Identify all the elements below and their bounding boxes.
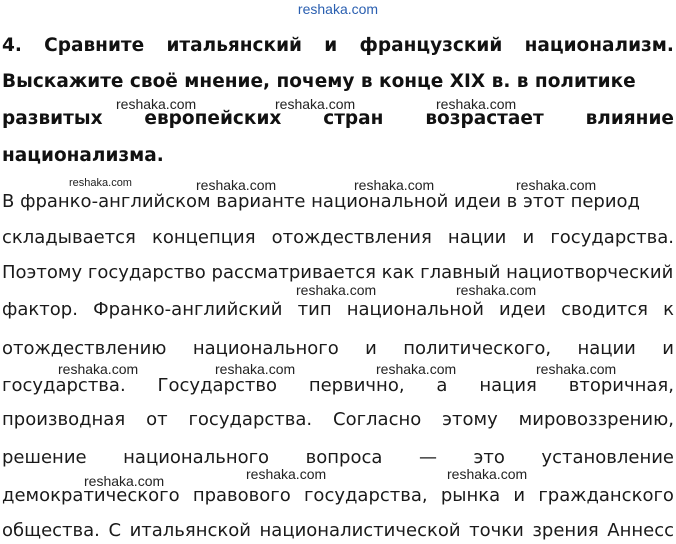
word: к [663,299,674,320]
word: национального [123,447,270,468]
word: тип [297,299,332,320]
word: и [662,338,674,359]
word: государства. [188,409,313,430]
watermark: reshaka.com [196,177,277,193]
word: влияние [585,108,674,129]
word: национального [192,338,339,359]
watermark: reshaka.com [536,361,617,377]
watermark: reshaka.com [447,466,528,482]
word: установление [541,447,674,468]
word: идеи [499,299,546,320]
word: сводится [561,299,648,320]
word: 4. [2,35,22,56]
word: Выскажите своё мнение, почему в конце XIX в. в политике [2,71,636,92]
word: Аннесс [607,520,674,541]
word: Поэтому государство рассматривается как главный нациотворческий [2,262,674,283]
word: и [365,338,377,359]
word: это [473,447,505,468]
watermark: reshaka.com [436,96,517,112]
answer-line [2,227,674,249]
word: нации [577,338,636,359]
word: концепция [152,227,256,248]
answer-line [2,191,674,213]
word: складывается [2,227,136,248]
word: общества. [2,520,100,541]
answer-line [2,409,674,431]
watermark: reshaka.com [275,96,356,112]
answer-line [2,375,674,397]
word: европейских [144,108,282,129]
word: точки [469,520,524,541]
word: политического, [403,338,552,359]
word: нации [447,227,507,248]
task-line [2,35,674,57]
word: правового [192,485,291,506]
watermark: reshaka.com [246,466,327,482]
word: отождествления [271,227,432,248]
word: — [418,447,437,468]
word: возрастает [425,108,544,129]
word: итальянский [166,35,302,56]
word: этому [442,409,498,430]
word: Государство [157,375,277,396]
task-line [2,145,674,167]
watermark: reshaka.com [354,177,435,193]
answer-line [2,262,674,284]
word: демократического [2,485,180,506]
answer-line [2,520,674,542]
word: отождествлению [2,338,167,359]
word: националистической [259,520,461,541]
word: развитых [2,108,103,129]
word: вопроса [305,447,383,468]
word: и [513,485,526,506]
word: и [324,35,338,56]
watermark: reshaka.com [376,361,457,377]
word: В франко-английском варианте национальной идеи в этот период [2,191,640,212]
word: государства. [550,227,674,248]
word: нация [479,375,537,396]
word: С [108,520,122,541]
word: зрения [532,520,599,541]
watermark: reshaka.com [116,96,197,112]
watermark: reshaka.com [84,473,165,489]
word: решение [2,447,87,468]
answer-line [2,338,674,360]
word: от [146,409,168,430]
word: национализм. [524,35,674,56]
word: национализма. [2,145,164,166]
word: рынка [440,485,501,506]
word: и [522,227,535,248]
watermark: reshaka.com [296,282,377,298]
word: производная [2,409,126,430]
word: государства, [303,485,428,506]
word: французский [359,35,503,56]
answer-line [2,299,674,321]
site-watermark-header[interactable]: reshaka.com [297,1,379,17]
watermark: reshaka.com [69,177,132,189]
watermark: reshaka.com [215,361,296,377]
word: первично, [308,375,405,396]
word: государства. [2,375,126,396]
watermark: reshaka.com [58,361,139,377]
word: Согласно [333,409,422,430]
word: а [436,375,448,396]
watermark: reshaka.com [516,177,597,193]
word: мировоззрению, [518,409,674,430]
word: национальной [346,299,484,320]
word: итальянской [129,520,251,541]
word: вторичная, [568,375,674,396]
word: Сравните [44,35,145,56]
word: Франко-английский [93,299,283,320]
answer-line [2,447,674,469]
word: стран [323,108,384,129]
word: фактор. [2,299,78,320]
task-line [2,71,674,93]
watermark: reshaka.com [456,282,537,298]
word: гражданского [538,485,674,506]
